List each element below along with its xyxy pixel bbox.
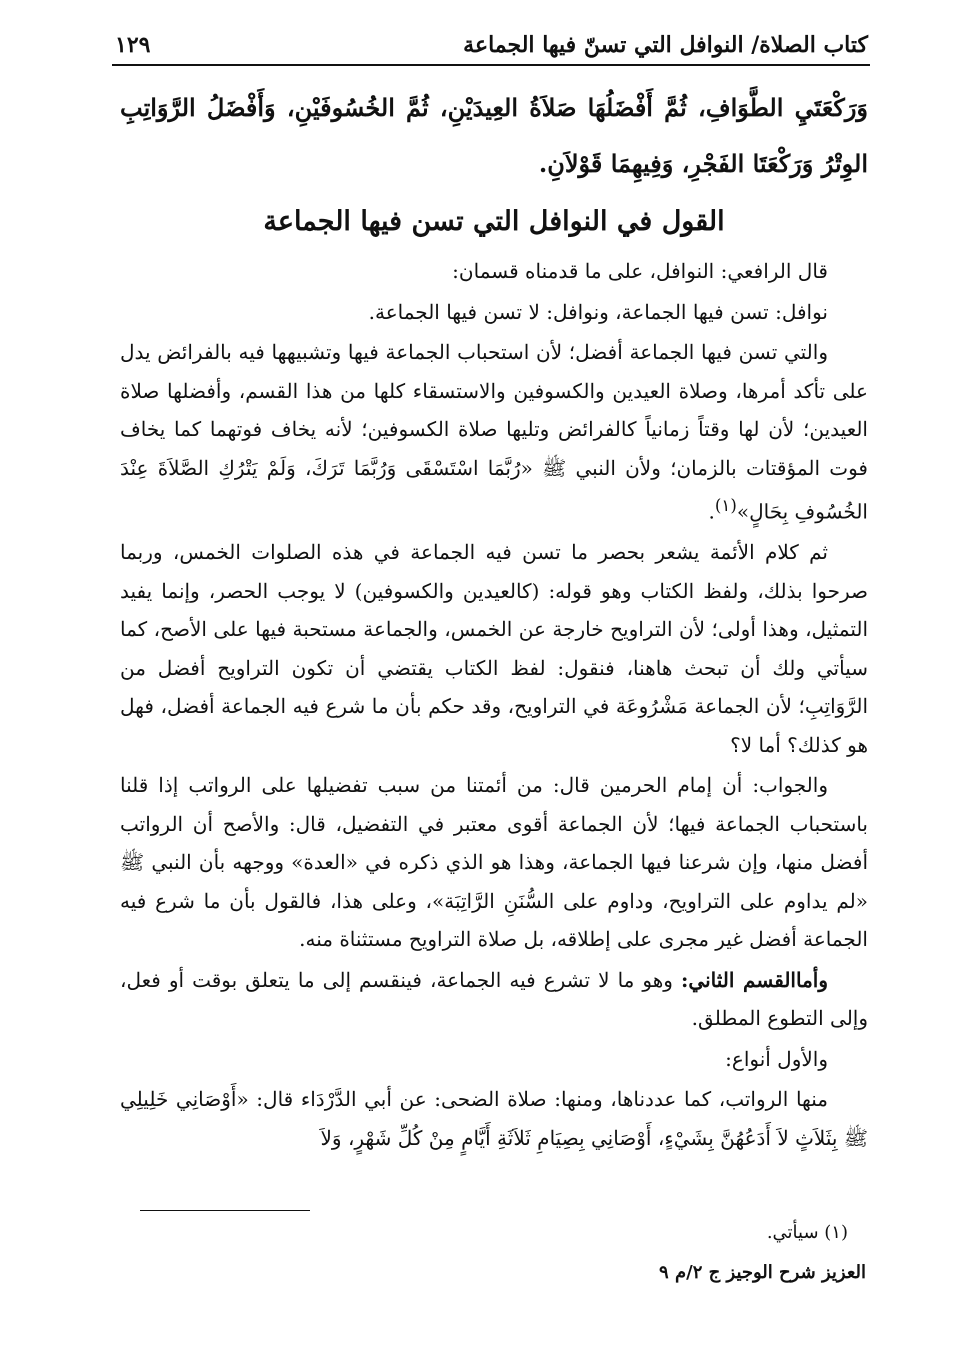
section-heading: القول في النوافل التي تسن فيها الجماعة bbox=[263, 206, 725, 237]
paragraph-4: ثم كلام الأئمة يشعر بحصر ما تسن فيه الجماعة في هذه الصلوات الخمس، وربما صرحوا بذلك، ولفظ الكتاب وهو قوله: (كالعيدين والكسوفين) لا يوجب الحصر، وإنما يفيد التمثيل، وهذا أولى؛ لأن التراويح خارجة عن الخمس، والجماعة مستحبة فيها على الأصح، كما سيأتي ولك أن تبحث هاهنا، فنقول: لفظ الكتاب يقتضي أن تكون التراويح أفضل من الرَّوَاتِبِ؛ لأن الجماعة مَشْرُوعَة في التراويح، وقد حكم بأن ما شرع فيه الجماعة أفضل، فهل هو كذلك؟ أما لا؟ bbox=[120, 540, 868, 757]
footnote-ref: (١) bbox=[714, 496, 737, 515]
qism-thani-lead: وأماالقسم الثاني: bbox=[681, 967, 829, 992]
paragraph-2: نوافل: تسن فيها الجماعة، ونوافل: لا تسن فيها الجماعة. bbox=[368, 299, 828, 324]
page-body bbox=[120, 80, 868, 1159]
paragraph-7: والأول أنواع: bbox=[725, 1046, 828, 1071]
page-header bbox=[115, 18, 868, 58]
paragraph-6 bbox=[120, 961, 868, 1038]
page-number: ١٢٩ bbox=[115, 32, 151, 58]
header-rule bbox=[112, 64, 870, 66]
running-title: كتاب الصلاة/ النوافل التي تسنّ فيها الجماعة bbox=[463, 32, 868, 58]
paragraph-6-text: وهو ما لا تشرع فيه الجماعة، فينقسم إلى ما يتعلق بوقت أو فعل، وإلى التطوع المطلق. bbox=[120, 967, 868, 1031]
paragraph-3: والتي تسن فيها الجماعة أفضل؛ لأن استحباب الجماعة فيها وتشبيهها فيه بالفرائض يدل على تأكد أمرها، وصلاة العيدين والكسوفين والاستسقاء كلها من هذا القسم، وأفضلها صلاة العيدين؛ لأن لها وقتاً زمانياً كالفرائض وتليها صلاة الكسوفين؛ لأنه يخاف فوتهما كما يخاف فوت المؤقتات بالزمان؛ ولأن النبي ﷺ «رُبَّمَا اسْتَسْقَى وَرُبَّمَا تَرَكَ، وَلَمْ يَتْرُكِ الصَّلاَةَ عِنْدَ الخُسُوفِ بِحَالٍ»$^{(١)}$. bbox=[120, 340, 868, 524]
paragraph-3-text: والتي تسن فيها الجماعة أفضل؛ لأن استحباب الجماعة فيها وتشبيهها فيه بالفرائض يدل على تأكد أمرها، وصلاة العيدين والكسوفين والاستسقاء كلها من هذا القسم، وأفضلها صلاة العيدين؛ لأن لها وقتاً زمانياً كالفرائض وتليها صلاة الكسوفين؛ لأنه يخاف فوتهما كما يخاف فوت المؤقتات بالزمان؛ ولأن النبي ﷺ «رُبَّمَا اسْتَسْقَى وَرُبَّمَا تَرَكَ، وَلَمْ يَتْرُكِ الصَّلاَةَ عِنْدَ الخُسُوفِ بِحَالٍ» bbox=[120, 340, 868, 524]
footnote-rule bbox=[140, 1210, 310, 1211]
matn-text: وَرَكْعَتَيِ الطَّوَافِ، ثُمَّ أَفْضَلُهَا صَلاَةُ العِيدَيْنِ، ثُمَّ الخُسُوفَيْنِ، وَأَفْضَلُ الرَّوَاتِبِ الوِتْرُ وَرَكْعَتَا الفَجْرِ، وَفِيهِمَا قَوْلاَنِ. bbox=[120, 93, 868, 178]
paragraph-1: قال الرافعي: النوافل، على ما قدمناه قسمان: bbox=[452, 259, 828, 283]
footnote: (١) سيأتي. bbox=[766, 1222, 848, 1243]
footer-signature: العزيز شرح الوجيز ج ٢/م ٩ bbox=[659, 1262, 866, 1283]
paragraph-8: منها الرواتب، كما عددناها، ومنها: صلاة الضحى: عن أبي الدَّرْدَاء قال: «أَوْصَانِي خَلِيلِي ﷺ بِثَلاَثٍ لاَ أَدَعُهُنَّ بِشَيْءٍ، أَوْصَانِي بِصِيَامِ ثَلاَثَةِ أَيَّامٍ مِنْ كُلِّ شَهْرٍ، وَلاَ bbox=[120, 1087, 868, 1150]
paragraph-5: والجواب: أن إمام الحرمين قال: من أئمتنا من سبب تفضيلها على الرواتب إذا قلنا باستحباب الجماعة فيها؛ لأن الجماعة أقوى معتبر في التفضيل، قال: والأصح أن الرواتب أفضل منها، وإن شرعنا فيها الجماعة، وهذا هو الذي ذكره في «العدة» ووجهه بأن النبي ﷺ «لم يداوم على التراويح، وداوم على السُّنَنِ الرَّاتِبَة»، وعلى هذا، فالقول بأن ما شرع فيه الجماعة أفضل غير مجرى على إطلاقه، بل صلاة التراويح مستثناة منه. bbox=[120, 773, 869, 952]
